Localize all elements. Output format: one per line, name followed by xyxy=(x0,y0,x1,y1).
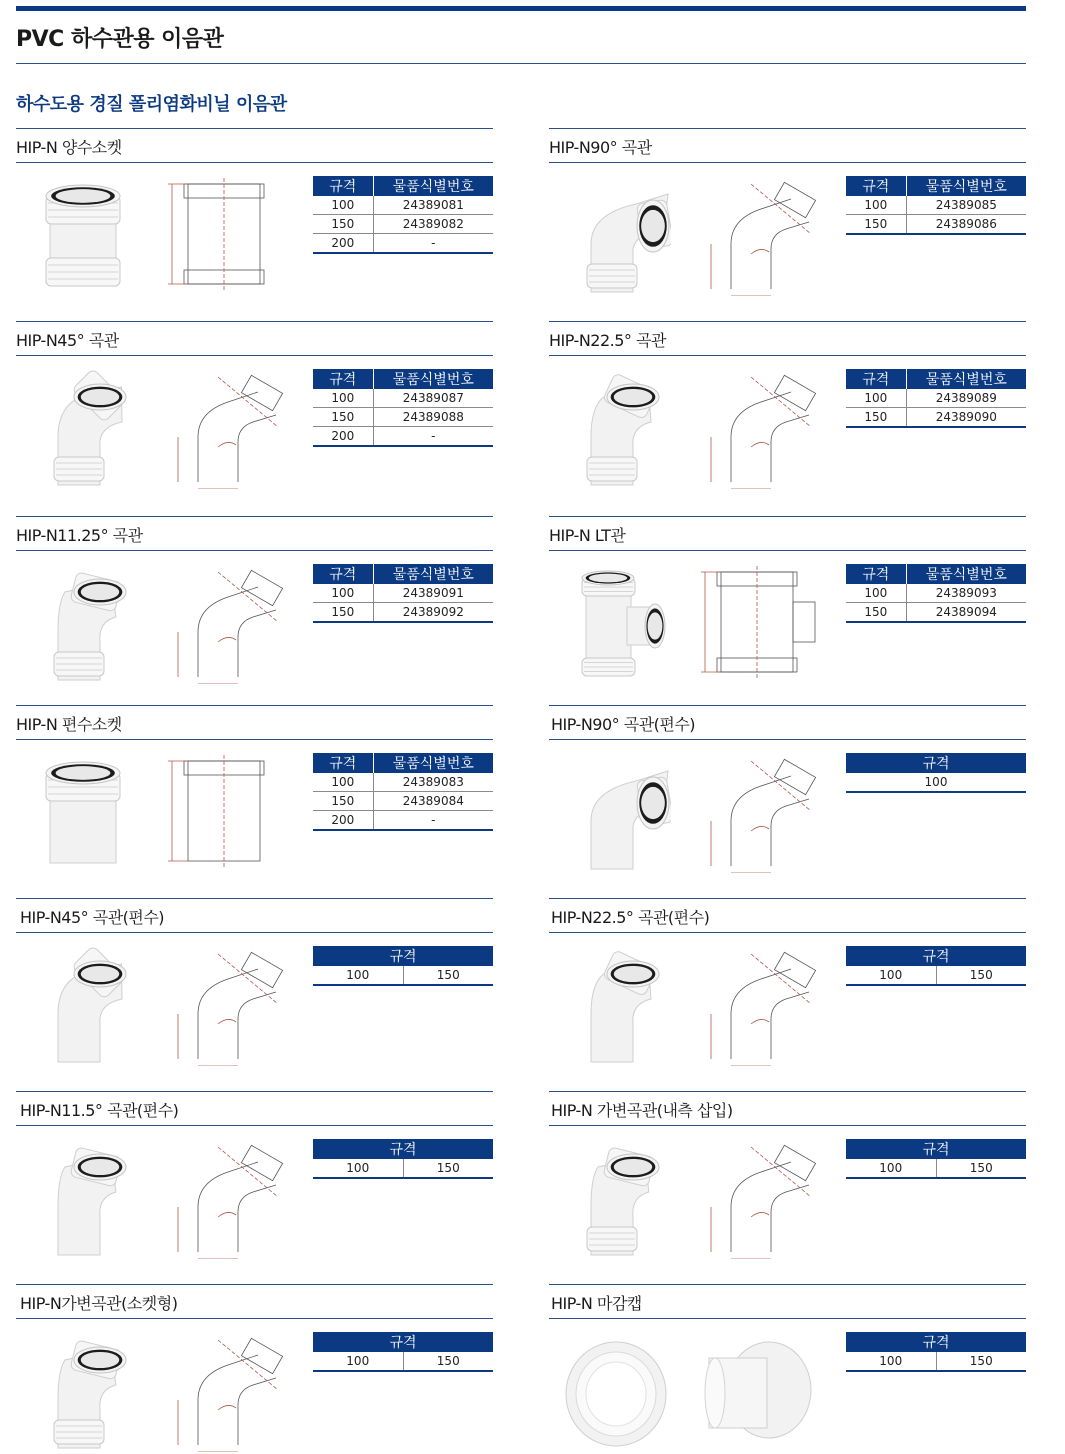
id-number-cell: 24389090 xyxy=(906,408,1026,428)
id-number-cell: 24389093 xyxy=(906,584,1026,603)
spec-table xyxy=(846,946,1026,986)
product-top-rule xyxy=(549,516,1026,517)
size-cell: 150 xyxy=(313,215,373,234)
id-number-cell: 24389087 xyxy=(373,389,493,408)
table-row xyxy=(846,1352,1026,1371)
elbow-11-photo xyxy=(28,562,138,684)
id-number-cell: - xyxy=(373,234,493,254)
table-row xyxy=(313,408,493,427)
spec-table xyxy=(313,369,493,447)
size-cell: 100 xyxy=(846,584,906,603)
spec-header-size: 규격 xyxy=(313,176,373,196)
table-row xyxy=(313,1352,493,1371)
table-row xyxy=(313,966,493,985)
id-number-cell: 24389084 xyxy=(373,792,493,811)
size-cell: 100 xyxy=(313,773,373,792)
spec-table xyxy=(313,1139,493,1179)
spec-header-size: 규격 xyxy=(846,176,906,196)
size-cell: 200 xyxy=(313,811,373,831)
spec-header-size: 규격 xyxy=(313,1332,493,1352)
table-row xyxy=(313,584,493,603)
size-cell: 150 xyxy=(313,408,373,427)
product-card xyxy=(16,1091,493,1261)
product-card xyxy=(549,1091,1026,1261)
spec-header-id: 물품식별번호 xyxy=(906,369,1026,389)
product-name-rule xyxy=(549,1318,1026,1319)
table-row xyxy=(313,603,493,623)
spec-header-size: 규격 xyxy=(313,1139,493,1159)
table-row xyxy=(846,389,1026,408)
elbow-22-single-technical-drawing xyxy=(691,944,821,1066)
size-cell: 150 xyxy=(936,1352,1026,1371)
elbow-45-single-photo xyxy=(28,944,138,1066)
product-top-rule xyxy=(16,1091,493,1092)
size-cell: 150 xyxy=(403,1352,493,1371)
id-number-cell: 24389092 xyxy=(373,603,493,623)
size-cell: 200 xyxy=(313,427,373,447)
product-name: HIP-N11.25° 곡관 xyxy=(16,526,143,545)
id-number-cell: 24389085 xyxy=(906,196,1026,215)
spec-header-id: 물품식별번호 xyxy=(906,564,1026,584)
spec-header-size: 규격 xyxy=(846,946,1026,966)
size-cell: 100 xyxy=(313,1159,403,1178)
product-top-rule xyxy=(549,1284,1026,1285)
id-number-cell: 24389081 xyxy=(373,196,493,215)
product-top-rule xyxy=(549,1091,1026,1092)
product-name-rule xyxy=(16,932,493,933)
end-cap-side-photo xyxy=(691,1330,821,1452)
table-row xyxy=(313,1159,493,1178)
size-cell: 100 xyxy=(846,1352,936,1371)
spec-header-id: 물품식별번호 xyxy=(373,369,493,389)
product-card xyxy=(16,1284,493,1454)
size-cell: 100 xyxy=(313,584,373,603)
spec-table xyxy=(846,369,1026,428)
size-cell: 100 xyxy=(846,1159,936,1178)
product-name: HIP-N22.5° 곡관(편수) xyxy=(551,908,710,927)
size-cell: 100 xyxy=(313,966,403,985)
spec-header-size: 규격 xyxy=(846,1332,1026,1352)
table-row xyxy=(846,215,1026,235)
product-top-rule xyxy=(16,898,493,899)
elbow-90-single-technical-drawing xyxy=(691,751,821,873)
spec-table xyxy=(313,753,493,831)
product-top-rule xyxy=(16,128,493,129)
product-name-rule xyxy=(549,550,1026,551)
id-number-cell: 24389086 xyxy=(906,215,1026,235)
single-socket-technical-drawing xyxy=(158,751,288,873)
product-top-rule xyxy=(549,321,1026,322)
product-top-rule xyxy=(16,1284,493,1285)
product-name-rule xyxy=(549,739,1026,740)
product-name: HIP-N LT관 xyxy=(549,526,626,545)
spec-table xyxy=(846,1139,1026,1179)
elbow-11-technical-drawing xyxy=(158,562,288,684)
id-number-cell: 24389088 xyxy=(373,408,493,427)
id-number-cell: 24389091 xyxy=(373,584,493,603)
table-row xyxy=(313,773,493,792)
size-cell: 100 xyxy=(846,966,936,985)
spec-table xyxy=(313,1332,493,1372)
product-card xyxy=(549,321,1026,491)
product-name: HIP-N 마감캡 xyxy=(551,1294,642,1313)
variable-elbow-inner-technical-drawing xyxy=(691,1137,821,1259)
spec-header-size: 규격 xyxy=(313,369,373,389)
elbow-45-single-technical-drawing xyxy=(158,944,288,1066)
section-title: 하수도용 경질 폴리염화비닐 이음관 xyxy=(16,94,287,115)
table-row xyxy=(846,1159,1026,1178)
page-title: PVC 하수관용 이음관 xyxy=(16,27,224,52)
spec-header-id: 물품식별번호 xyxy=(373,753,493,773)
product-card xyxy=(16,898,493,1068)
table-row xyxy=(313,389,493,408)
size-cell: 150 xyxy=(403,1159,493,1178)
product-top-rule xyxy=(16,321,493,322)
id-number-cell: 24389082 xyxy=(373,215,493,234)
id-number-cell: 24389083 xyxy=(373,773,493,792)
tee-photo xyxy=(561,562,671,684)
table-row xyxy=(313,427,493,447)
spec-table xyxy=(313,564,493,623)
spec-table xyxy=(846,176,1026,235)
spec-header-id: 물품식별번호 xyxy=(373,564,493,584)
product-name: HIP-N22.5° 곡관 xyxy=(549,331,666,350)
spec-header-size: 규격 xyxy=(846,369,906,389)
spec-table xyxy=(846,753,1026,793)
elbow-11-single-technical-drawing xyxy=(158,1137,288,1259)
spec-header-size: 규격 xyxy=(846,564,906,584)
product-name-rule xyxy=(16,1125,493,1126)
product-name-rule xyxy=(16,1318,493,1319)
size-cell: 100 xyxy=(846,389,906,408)
size-cell: 100 xyxy=(313,196,373,215)
product-name: HIP-N90° 곡관(편수) xyxy=(551,715,696,734)
size-cell: 150 xyxy=(846,408,906,428)
table-row xyxy=(313,811,493,831)
table-row xyxy=(313,234,493,254)
straight-socket-technical-drawing xyxy=(158,174,288,296)
product-card xyxy=(549,128,1026,298)
product-card xyxy=(549,898,1026,1068)
size-cell: 150 xyxy=(936,1159,1026,1178)
product-name: HIP-N11.5° 곡관(편수) xyxy=(20,1101,179,1120)
spec-table xyxy=(313,176,493,254)
elbow-22-single-photo xyxy=(561,944,671,1066)
single-socket-photo xyxy=(28,751,138,873)
elbow-22-technical-drawing xyxy=(691,367,821,489)
table-row xyxy=(846,603,1026,623)
size-cell: 100 xyxy=(313,389,373,408)
variable-elbow-inner-photo xyxy=(561,1137,671,1259)
product-card xyxy=(549,516,1026,686)
id-number-cell: 24389089 xyxy=(906,389,1026,408)
product-top-rule xyxy=(16,705,493,706)
top-accent-bar xyxy=(16,6,1026,11)
spec-table xyxy=(846,564,1026,623)
end-cap-photo xyxy=(561,1330,671,1452)
product-name-rule xyxy=(549,355,1026,356)
id-number-cell: - xyxy=(373,811,493,831)
spec-header-size: 규격 xyxy=(313,946,493,966)
size-cell: 100 xyxy=(313,1352,403,1371)
size-cell: 150 xyxy=(313,792,373,811)
table-row xyxy=(846,966,1026,985)
product-name: HIP-N45° 곡관 xyxy=(16,331,119,350)
spec-header-size: 규격 xyxy=(846,1139,1026,1159)
size-cell: 150 xyxy=(403,966,493,985)
product-name-rule xyxy=(16,550,493,551)
product-card xyxy=(16,705,493,875)
size-cell: 200 xyxy=(313,234,373,254)
product-card xyxy=(549,1284,1026,1454)
spec-header-id: 물품식별번호 xyxy=(373,176,493,196)
elbow-22-photo xyxy=(561,367,671,489)
size-cell: 100 xyxy=(846,196,906,215)
table-row xyxy=(313,196,493,215)
variable-elbow-socket-technical-drawing xyxy=(158,1330,288,1452)
elbow-90-single-photo xyxy=(561,751,671,873)
size-cell: 150 xyxy=(313,603,373,623)
product-name-rule xyxy=(16,355,493,356)
product-card xyxy=(16,128,493,298)
elbow-90-photo xyxy=(561,174,671,296)
straight-socket-photo xyxy=(28,174,138,296)
table-row xyxy=(846,584,1026,603)
table-row xyxy=(846,196,1026,215)
elbow-11-single-photo xyxy=(28,1137,138,1259)
product-name-rule xyxy=(16,162,493,163)
product-card xyxy=(16,516,493,686)
table-row xyxy=(846,408,1026,428)
table-row xyxy=(846,773,1026,792)
id-number-cell: - xyxy=(373,427,493,447)
variable-elbow-socket-photo xyxy=(28,1330,138,1452)
product-name-rule xyxy=(549,932,1026,933)
table-row xyxy=(313,215,493,234)
product-name: HIP-N90° 곡관 xyxy=(549,138,652,157)
size-cell: 150 xyxy=(846,603,906,623)
spec-header-size: 규격 xyxy=(313,753,373,773)
spec-header-size: 규격 xyxy=(846,753,1026,773)
product-name: HIP-N 양수소켓 xyxy=(16,138,122,157)
title-divider xyxy=(16,63,1026,64)
id-number-cell: 24389094 xyxy=(906,603,1026,623)
tee-technical-drawing xyxy=(691,562,821,684)
product-name: HIP-N가변곡관(소켓형) xyxy=(20,1294,178,1313)
size-cell: 150 xyxy=(846,215,906,235)
product-card xyxy=(549,705,1026,875)
size-cell: 100 xyxy=(846,773,1026,792)
product-name: HIP-N 편수소켓 xyxy=(16,715,122,734)
size-cell: 150 xyxy=(936,966,1026,985)
product-name: HIP-N45° 곡관(편수) xyxy=(20,908,165,927)
elbow-45-photo xyxy=(28,367,138,489)
spec-header-id: 물품식별번호 xyxy=(906,176,1026,196)
product-top-rule xyxy=(549,898,1026,899)
spec-table xyxy=(846,1332,1026,1372)
spec-table xyxy=(313,946,493,986)
product-top-rule xyxy=(549,128,1026,129)
product-name-rule xyxy=(549,1125,1026,1126)
product-top-rule xyxy=(16,516,493,517)
product-name: HIP-N 가변곡관(내측 삽입) xyxy=(551,1101,733,1120)
product-name-rule xyxy=(16,739,493,740)
product-card xyxy=(16,321,493,491)
product-name-rule xyxy=(549,162,1026,163)
spec-header-size: 규격 xyxy=(313,564,373,584)
product-top-rule xyxy=(549,705,1026,706)
elbow-90-technical-drawing xyxy=(691,174,821,296)
elbow-45-technical-drawing xyxy=(158,367,288,489)
table-row xyxy=(313,792,493,811)
